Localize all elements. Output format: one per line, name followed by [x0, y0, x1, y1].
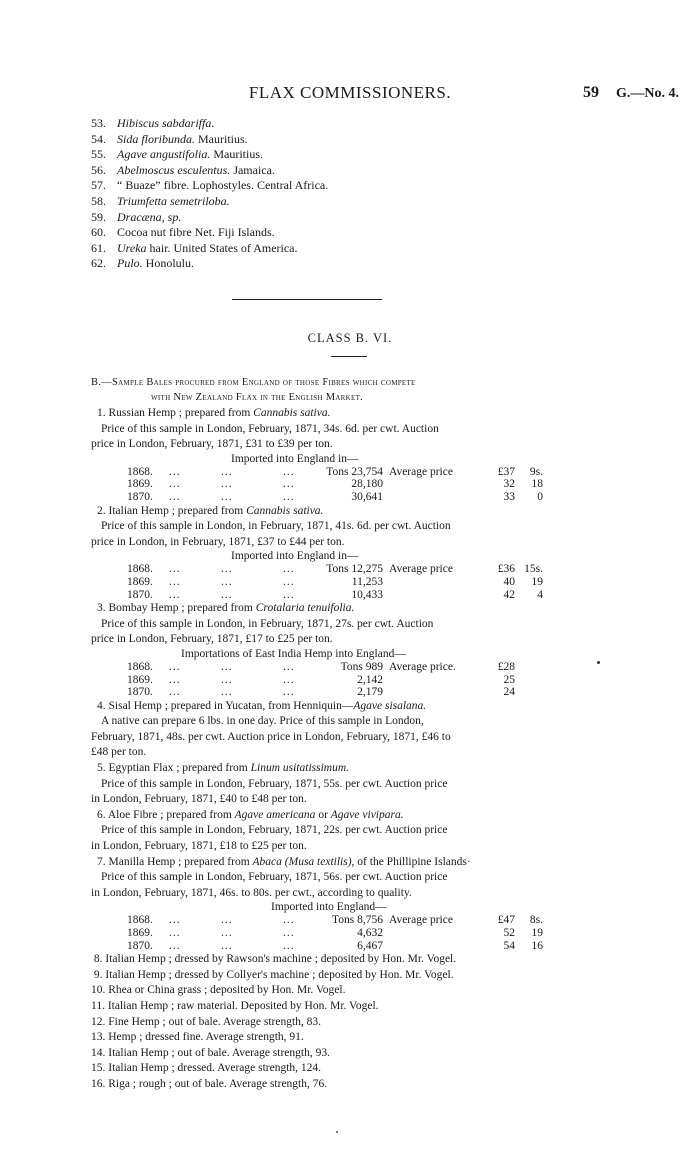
list-item: 16. Riga ; rough ; out of bale. Average strength, 76. [91, 1077, 328, 1090]
entry-heading: 6. Aloe Fibre ; prepared from Agave americana or Agave vivipara. [97, 808, 404, 821]
table-row: 1868. ... ... ... Tons 8,756 Average price £47 8s. [127, 914, 543, 927]
list-item: 9. Italian Hemp ; dressed by Collyer's machine ; deposited by Hon. Mr. Vogel. [91, 968, 454, 981]
entry-text: price in London, February, 1871, £17 to £25 per ton. [91, 633, 333, 646]
class-heading: CLASS B. VI. [307, 331, 393, 345]
entry-heading: 5. Egyptian Flax ; prepared from Linum usitatissimum. [97, 762, 350, 775]
imports-table [127, 914, 543, 952]
list-item: 14. Italian Hemp ; out of bale. Average strength, 93. [91, 1046, 330, 1059]
bottom-dot-mark [336, 1131, 338, 1133]
list-item: 55. Agave angustifolia. Mauritius. [91, 147, 263, 162]
list-item: 53. Hibiscus sabdariffa. [91, 116, 215, 130]
imports-heading: Imported into England in— [231, 452, 359, 465]
imports-heading: Importations of East India Hemp into England— [181, 647, 406, 660]
list-item: 54. Sida floribunda. Mauritius. [91, 131, 248, 146]
page-number: 59 [583, 84, 599, 101]
entry-text: in London, February, 1871, £18 to £25 per ton. [91, 840, 307, 853]
entry-heading: 2. Italian Hemp ; prepared from Cannabis sativa. [97, 504, 324, 517]
page-title: FLAX COMMISSIONERS. [248, 83, 452, 102]
entry-text: £48 per ton. [91, 746, 147, 759]
list-item: 60. Cocoa nut fibre Net. Fiji Islands. [91, 225, 275, 240]
list-item: 59. Dracæna, sp. [91, 209, 182, 224]
list-item: 10. Rhea or China grass ; deposited by Hon. Mr. Vogel. [91, 984, 346, 997]
specimen-list [91, 116, 651, 272]
entry-text: Price of this sample in London, February, 1871, 22s. per cwt. Auction price [101, 824, 448, 837]
entry-text: in London, February, 1871, £40 to £48 per ton. [91, 793, 307, 806]
entry-text: Price of this sample in London, February, 1871, 56s. per cwt. Auction price [101, 871, 448, 884]
imports-table [127, 563, 543, 601]
table-row: 1869. ... ... ... 11,253 40 19 [127, 575, 543, 588]
list-item: 61. Ureka hair. United States of America. [91, 240, 298, 255]
imports-table [127, 661, 543, 699]
running-header [0, 85, 700, 107]
table-row: 1870. ... ... ... 10,433 42 4 [127, 588, 543, 601]
entry-text: Price of this sample in London, in February, 1871, 27s. per cwt. Auction [101, 617, 434, 630]
short-divider [331, 356, 367, 357]
entry-heading: 4. Sisal Hemp ; prepared in Yucatan, from Henniquin—Agave sisalana. [97, 699, 427, 712]
entry-text: A native can prepare 6 lbs. in one day. Price of this sample in London, [101, 715, 424, 728]
table-row: 1868. ... ... ... Tons 23,754 Average price £37 9s. [127, 465, 543, 478]
list-item: 56. Abelmoscus esculentus. Jamaica. [91, 162, 275, 177]
entry-text: price in London, February, 1871, £31 to £39 per ton. [91, 438, 333, 451]
table-row: 1870. ... ... ... 2,179 24 [127, 686, 515, 699]
entries-body [91, 406, 631, 1093]
entry-text: Price of this sample in London, in February, 1871, 41s. 6d. per cwt. Auction [101, 520, 451, 533]
list-item: 57. “ Buaze” fibre. Lophostyles. Central Africa. [91, 178, 329, 193]
table-row: 1869. ... ... ... 28,180 32 18 [127, 478, 543, 491]
table-row: 1869. ... ... ... 4,632 52 19 [127, 927, 543, 939]
entry-text: Price of this sample in London, February, 1871, 55s. per cwt. Auction price [101, 777, 448, 790]
section-heading [91, 375, 631, 405]
list-item: 8. Italian Hemp ; dressed by Rawson's machine ; deposited by Hon. Mr. Vogel. [91, 953, 457, 966]
imports-table [127, 466, 543, 504]
list-item: 58. Triumfetta semetriloba. [91, 193, 230, 208]
entry-heading: 7. Manilla Hemp ; prepared from Abaca (Musa textilis), of the Phillipine Islands· [97, 855, 471, 868]
table-row: 1869. ... ... ... 2,142 25 [127, 673, 515, 686]
section-divider [232, 299, 382, 300]
table-row: 1870. ... ... ... 6,467 54 16 [127, 939, 543, 952]
imports-heading: Imported into England in— [231, 550, 359, 563]
section-heading-line: B.—Sample Bales procured from England of those Fibres which compete [91, 377, 416, 388]
list-item: 11. Italian Hemp ; raw material. Deposited by Hon. Mr. Vogel. [91, 999, 379, 1012]
list-item: 12. Fine Hemp ; out of bale. Average strength, 83. [91, 1015, 322, 1028]
list-item: 13. Hemp ; dressed fine. Average strength, 91. [91, 1031, 304, 1044]
imports-heading: Imported into England— [271, 901, 387, 914]
table-row: 1870. ... ... ... 30,641 33 0 [127, 490, 543, 503]
document-reference: G.—No. 4. [616, 86, 679, 101]
entry-text: in London, February, 1871, 46s. to 80s. per cwt., according to quality. [91, 886, 412, 899]
table-row: 1868. ... ... ... Tons 989 Average price. £28 [127, 660, 515, 673]
entry-text: Price of this sample in London, February, 1871, 34s. 6d. per cwt. Auction [101, 422, 439, 435]
section-heading-line: with New Zealand Flax in the English Market. [151, 392, 364, 403]
entry-heading: 3. Bombay Hemp ; prepared from Crotalaria tenuifolia. [97, 602, 355, 615]
entry-text: price in London, in February, 1871, £37 to £44 per ton. [91, 535, 345, 548]
entry-heading: 1. Russian Hemp ; prepared from Cannabis sativa. [97, 407, 331, 419]
list-item: 15. Italian Hemp ; dressed. Average strength, 124. [91, 1062, 322, 1075]
list-item: 62. Pulo. Honolulu. [91, 256, 195, 271]
table-row: 1868. ... ... ... Tons 12,275 Average price £36 15s. [127, 563, 543, 576]
entry-text: February, 1871, 48s. per cwt. Auction price in London, February, 1871, £46 to [91, 730, 451, 743]
margin-dot-mark [597, 661, 600, 664]
